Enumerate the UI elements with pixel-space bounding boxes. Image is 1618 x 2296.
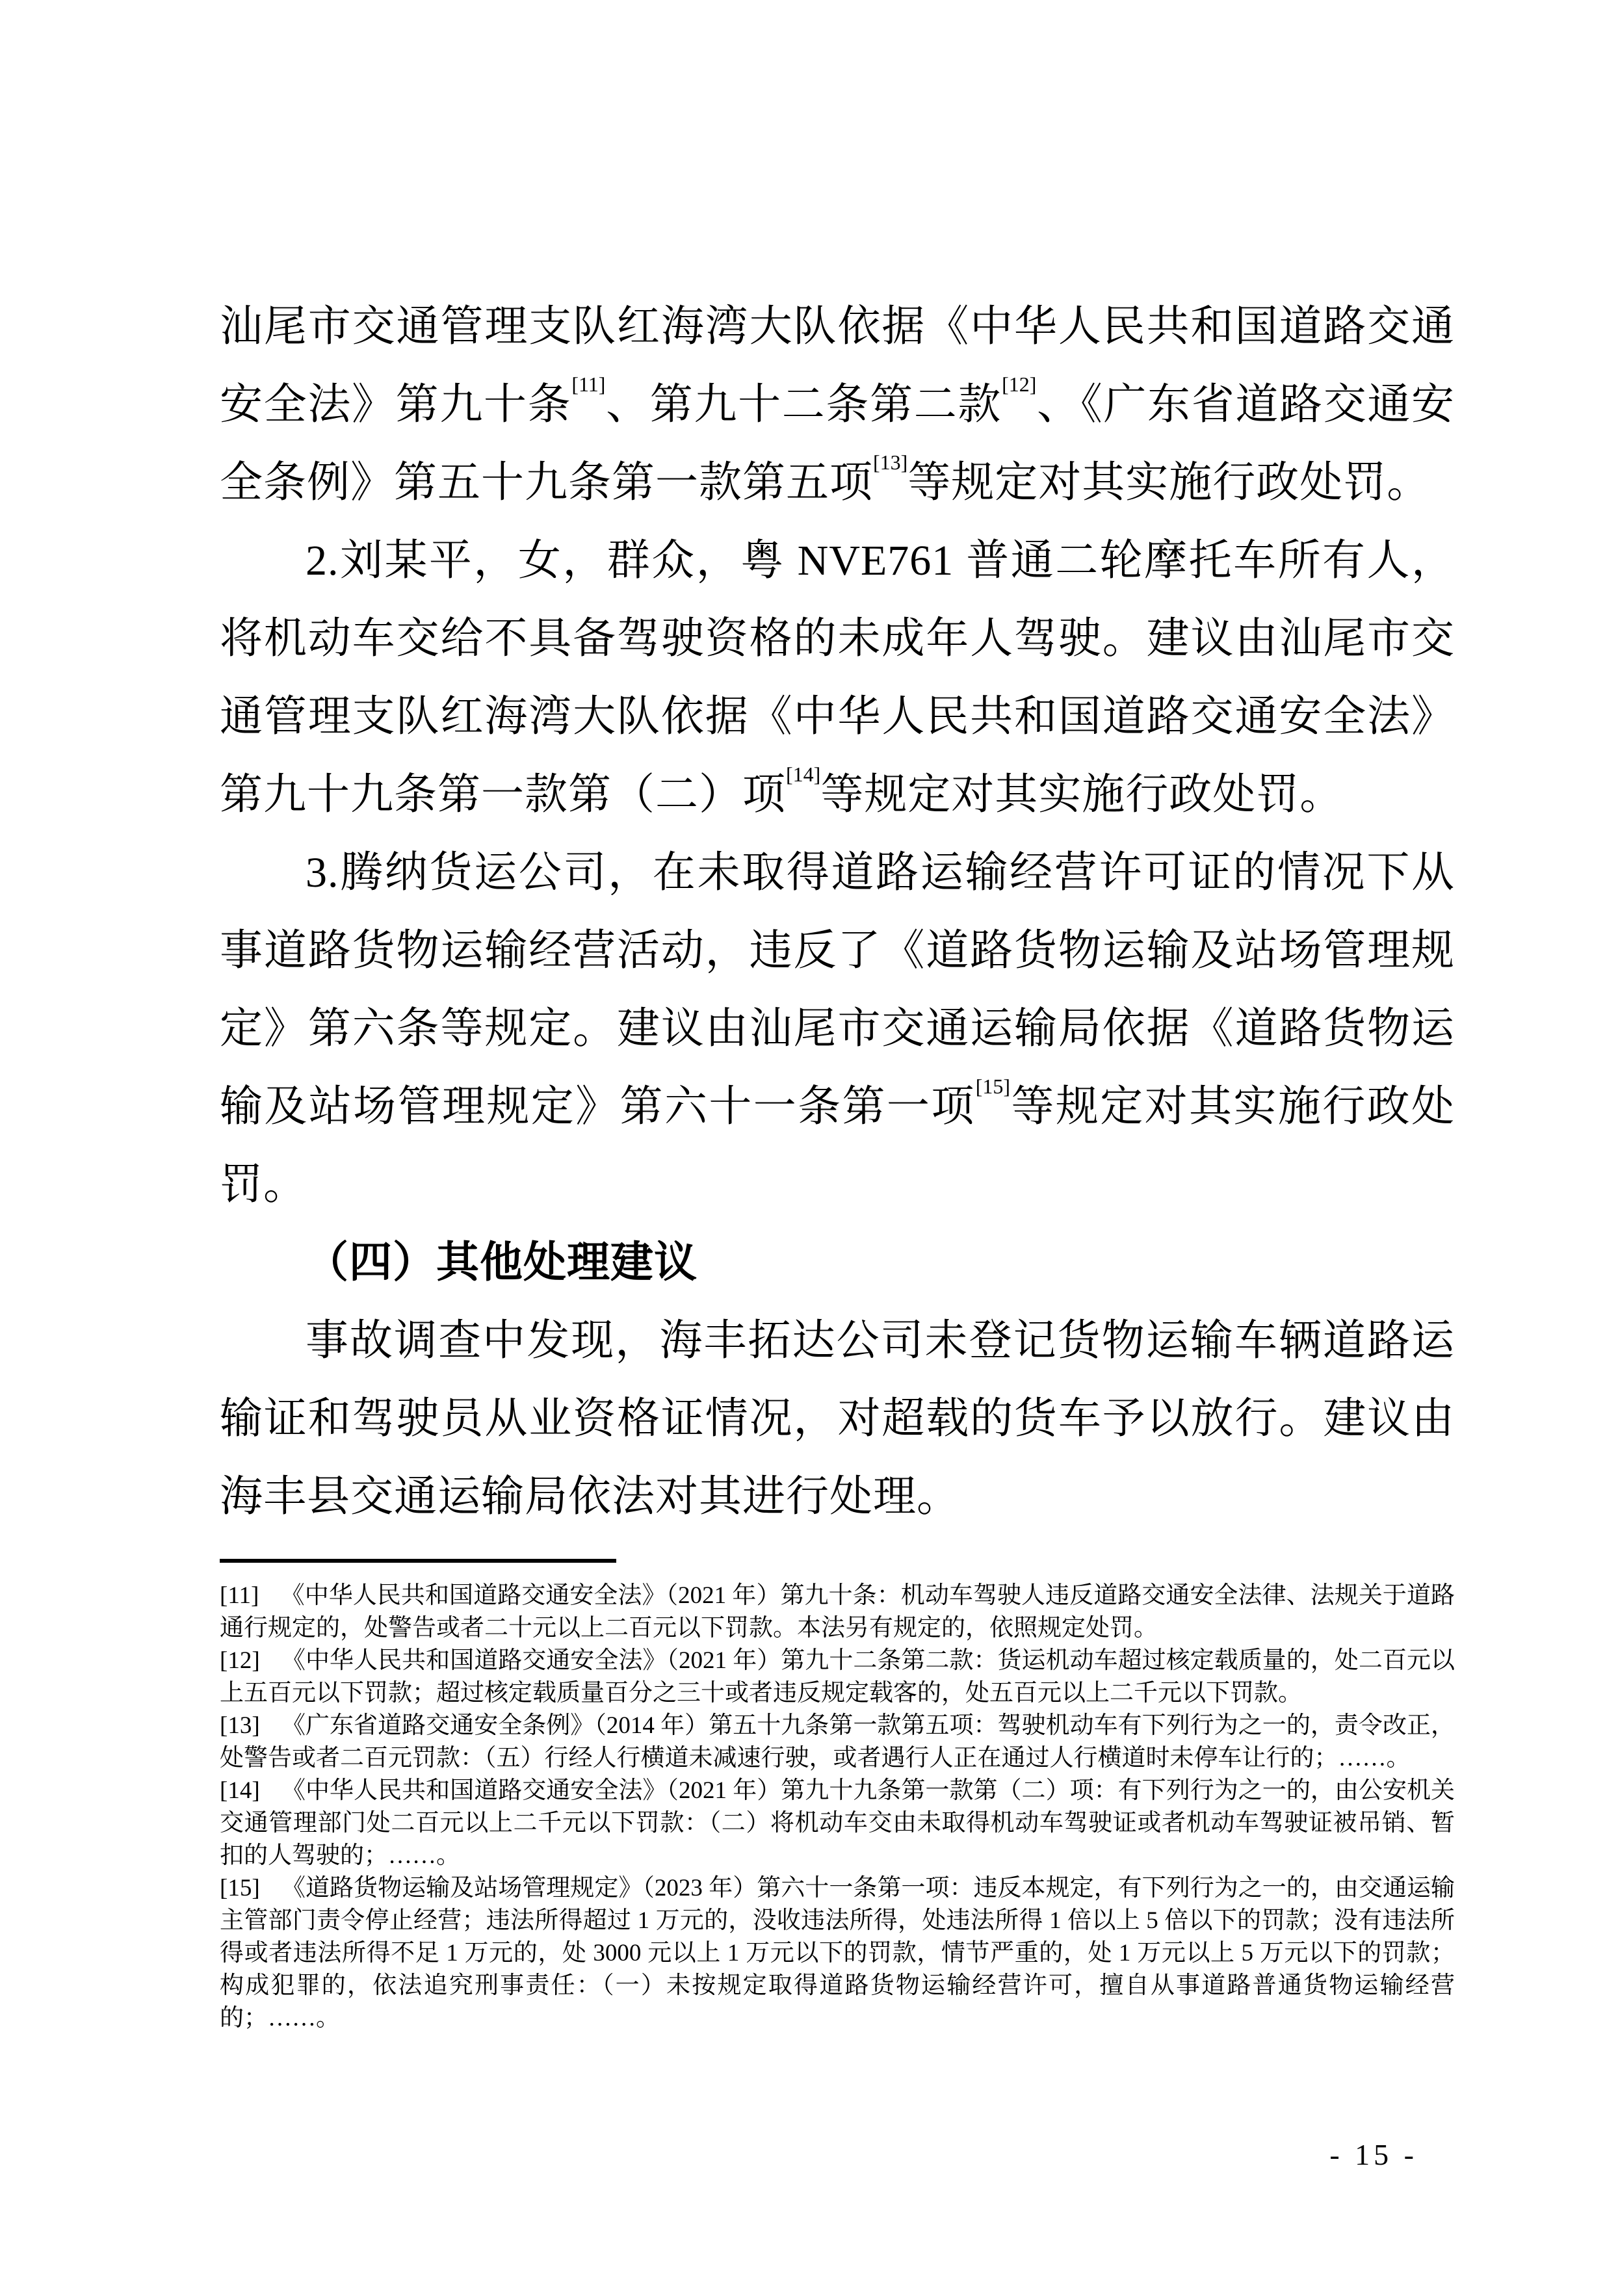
footnote-marker: [13]	[220, 1712, 260, 1739]
paragraph-item-3	[220, 834, 1455, 1224]
footnote-text: 《中华人民共和国道路交通安全法》（2021 年）第九十条：机动车驾驶人违反道路交通安全法律、法规关于道路通行规定的，处警告或者二十元以上二百元以下罚款。本法另有规定的，依照规定处罚。	[220, 1582, 1455, 1641]
footnote-ref-15: [15]	[975, 1074, 1011, 1098]
footnote-14	[220, 1775, 1455, 1872]
footnote-text: 《广东省道路交通安全条例》（2014 年）第五十九条第一款第五项：驾驶机动车有下列行为之一的，责令改正，处警告或者二百元罚款：（五）行经人行横道未减速行驶，或者遇行人正在通过人行横道时未停车让行的；……。	[220, 1712, 1455, 1771]
section-heading-other-suggestions: （四）其他处理建议	[306, 1239, 698, 1286]
footnote-15	[220, 1872, 1455, 2035]
footnote-separator-line	[220, 1559, 616, 1563]
paragraph-text: 等规定对其实施行政处罚。	[907, 459, 1431, 506]
paragraph-text: 汕尾市交通管理支队红海湾大队依据《中华人民共和国道路交通安全法》第九十条	[220, 303, 1455, 428]
paragraph-text: 等规定对其实施行政处罚。	[820, 771, 1344, 818]
footnote-11	[220, 1580, 1455, 1645]
footnote-ref-13: [13]	[873, 450, 908, 474]
paragraph-text: 、第九十二条第二款	[605, 381, 1002, 428]
paragraph-text: 、《广东省道路交通安全条例》第五十九条第一款第五项	[220, 381, 1455, 506]
paragraph-text: 2.刘某平，女，群众，粤 NVE761 普通二轮摩托车所有人，将机动车交给不具备驾驶资格的未成年人驾驶。建议由汕尾市交通管理支队红海湾大队依据《中华人民共和国道路交通安全法》第九十九条第一款第（二）项	[220, 537, 1455, 818]
paragraph-text: 等规定对其实施行政处罚。	[220, 1083, 1455, 1208]
page-number: - 15 -	[1329, 2138, 1418, 2171]
footnote-marker: [12]	[220, 1647, 260, 1674]
footnote-13	[220, 1710, 1455, 1775]
body-text	[220, 288, 1455, 1536]
footnote-marker: [11]	[220, 1582, 259, 1609]
footnote-text: 《道路货物运输及站场管理规定》（2023 年）第六十一条第一项：违反本规定，有下列行为之一的，由交通运输主管部门责令停止经营；违法所得超过 1 万元的，没收违法所得，处违法所得 1 倍以上 5 倍以下的罚款；没有违法所得或者违法所得不足 1 万元的，处 3000 元以上 1 万元以下的罚款，情节严重的，处 1 万元以上 5 万元以下的罚款；构成犯罪的，依法追究刑事责任：（一）未按规定取得道路货物运输经营许可，擅自从事道路普通货物运输经营的；……。	[220, 1875, 1455, 2031]
footnote-ref-11: [11]	[571, 372, 606, 396]
footnote-area	[220, 1559, 1455, 2035]
paragraph-other-handling: 事故调查中发现，海丰拓达公司未登记货物运输车辆道路运输证和驾驶员从业资格证情况，对超载的货车予以放行。建议由海丰县交通运输局依法对其进行处理。	[220, 1317, 1455, 1520]
footnote-12	[220, 1645, 1455, 1710]
footnote-marker: [14]	[220, 1777, 260, 1804]
footnote-text: 《中华人民共和国道路交通安全法》（2021 年）第九十九条第一款第（二）项：有下列行为之一的，由公安机关交通管理部门处二百元以上二千元以下罚款：（二）将机动车交由未取得机动车驾驶证或者机动车驾驶证被吊销、暂扣的人驾驶的；……。	[220, 1777, 1455, 1869]
paragraph-continuation	[220, 288, 1455, 522]
footnote-ref-12: [12]	[1002, 372, 1037, 396]
footnote-ref-14: [14]	[786, 762, 821, 786]
paragraph-item-2	[220, 522, 1455, 834]
paragraph-text: 3.腾纳货运公司，在未取得道路运输经营许可证的情况下从事道路货物运输经营活动，违反了《道路货物运输及站场管理规定》第六条等规定。建议由汕尾市交通运输局依据《道路货物运输及站场管理规定》第六十一条第一项	[220, 849, 1455, 1130]
footnote-marker: [15]	[220, 1875, 260, 1901]
footnote-text: 《中华人民共和国道路交通安全法》（2021 年）第九十二条第二款：货运机动车超过核定载质量的，处二百元以上五百元以下罚款；超过核定载质量百分之三十或者违反规定载客的，处五百元以上二千元以下罚款。	[220, 1647, 1455, 1706]
